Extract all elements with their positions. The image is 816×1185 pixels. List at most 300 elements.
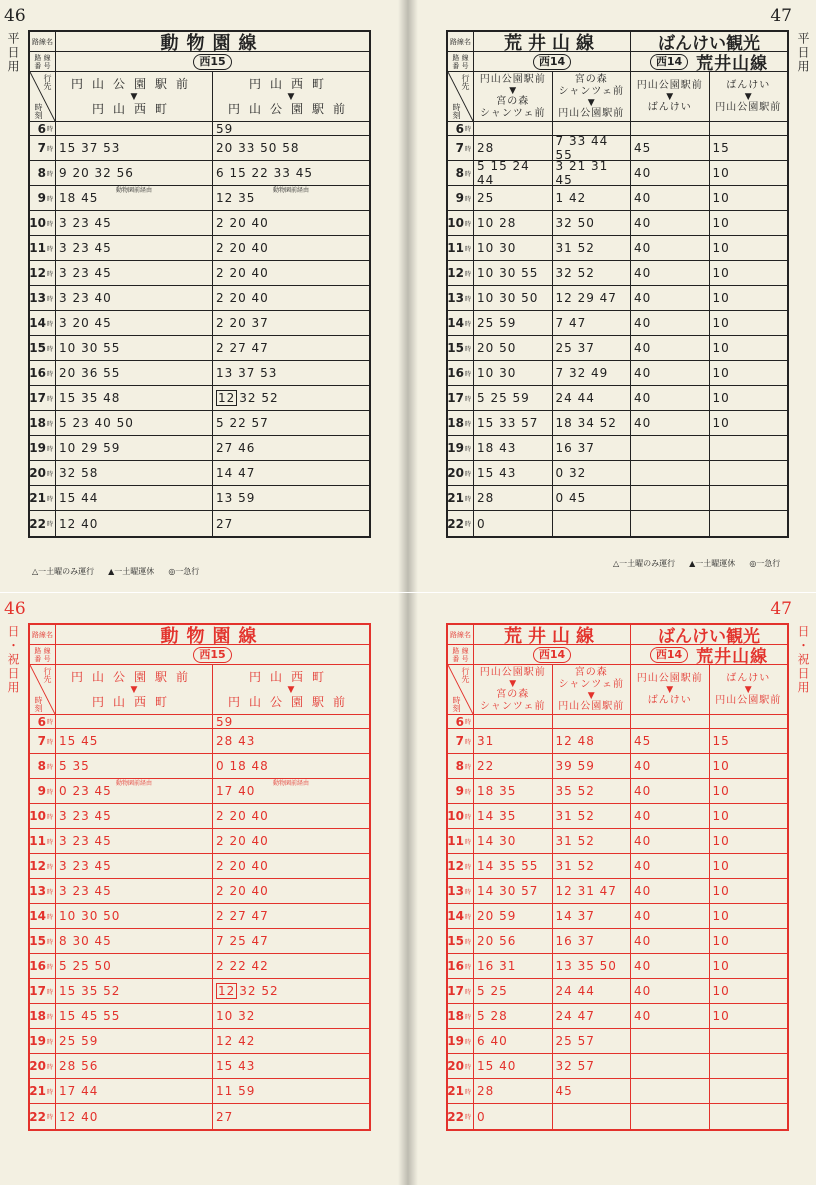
minutes-cell: 45 <box>631 729 710 753</box>
hour-row <box>448 336 787 361</box>
dest-column-4: ばんけい ▼ 円山公園駅前 <box>715 672 782 706</box>
hour-cell: 7 時 <box>448 136 474 160</box>
minutes-cell: 14 47 <box>216 466 256 480</box>
hour-cell: 19 時 <box>448 436 474 460</box>
hour-cell: 8 時 <box>30 161 56 185</box>
hour-cell: 9 時 <box>30 779 56 803</box>
hour-row <box>30 854 369 879</box>
minutes-cell: 40 <box>631 186 710 210</box>
minutes-cell: 5 25 <box>474 979 553 1003</box>
hour-row <box>30 336 369 361</box>
hour-row <box>30 386 369 411</box>
dest-column-3: 円山公園駅前 ▼ ばんけい <box>631 665 710 714</box>
minutes-cell <box>710 122 788 135</box>
minutes-cell: 40 <box>631 286 710 310</box>
hour-row <box>30 879 369 904</box>
minutes-cell: 10 32 <box>216 1009 256 1023</box>
hour-cell: 13 時 <box>30 879 56 903</box>
minutes-cell: 5 25 59 <box>474 386 553 410</box>
minutes-cell: 10 <box>712 984 730 998</box>
hour-row <box>448 879 787 904</box>
minutes-cell: 40 <box>631 854 710 878</box>
minutes-cell: 10 30 <box>474 361 553 385</box>
hour-cell: 20 時 <box>30 461 56 485</box>
destination-header: 行先 時刻 円山公園駅前 ▼ 円山西町 円山西町 ▼ 円山公園駅前 <box>30 72 369 122</box>
hour-cell: 11 時 <box>448 829 474 853</box>
minutes-cell: 13 35 50 <box>553 954 632 978</box>
minutes-cell: 12 40 <box>56 1104 213 1129</box>
hour-row <box>30 1004 369 1029</box>
hour-cell: 11 時 <box>30 236 56 260</box>
minutes-cell: 10 <box>712 216 730 230</box>
route-badge-2: 西14 <box>650 54 688 70</box>
minutes-cell <box>710 1029 788 1053</box>
minutes-cell: 40 <box>631 929 710 953</box>
route-badge: 西14 <box>533 647 571 663</box>
minutes-cell: 10 <box>712 416 730 430</box>
minutes-cell <box>710 511 788 536</box>
hour-row <box>30 436 369 461</box>
minutes-cell: 10 <box>712 784 730 798</box>
hour-row <box>448 186 787 211</box>
minutes-cell: 5 28 <box>474 1004 553 1028</box>
minutes-cell: 31 52 <box>553 236 632 260</box>
hour-cell: 19 時 <box>30 436 56 460</box>
minutes-cell: 0 23 45 動物園前経由 <box>56 779 213 803</box>
route-note: 動物園前経由 <box>116 780 153 787</box>
minutes-cell: 15 <box>712 734 730 748</box>
line-name: 動物園線 <box>160 32 265 54</box>
route-number-label: 路 線 番 号 <box>30 645 56 664</box>
minutes-cell: 2 20 37 <box>216 316 269 330</box>
hour-row <box>448 486 787 511</box>
minutes-cell: 28 <box>474 486 553 510</box>
minutes-cell: 10 <box>712 909 730 923</box>
minutes-cell: 3 21 31 45 <box>553 161 632 185</box>
weekday-label: 平日用 <box>796 32 810 74</box>
minutes-cell: 10 29 59 <box>56 436 213 460</box>
minutes-cell: 45 <box>631 136 710 160</box>
minutes-cell: 10 <box>712 291 730 305</box>
minutes-cell: 15 33 57 <box>474 411 553 435</box>
minutes-cell: 20 56 <box>474 929 553 953</box>
destination-header: 行先 時刻 円山公園駅前 ▼ 宮の森 シャンツェ前 宮の森 シャンツェ前 ▼ 円山公園駅前 円山公園駅前 ▼ ばんけい ばんけい ▼ 円山公園駅前 <box>448 665 787 715</box>
hour-cell: 18 時 <box>30 411 56 435</box>
minutes-cell: 5 15 24 44 <box>474 161 553 185</box>
minutes-cell: 10 <box>712 266 730 280</box>
minutes-cell: 31 <box>474 729 553 753</box>
dest-column-1: 円山公園駅前 ▼ 円山西町 <box>56 72 213 121</box>
minutes-cell: 39 59 <box>553 754 632 778</box>
minutes-cell: 3 23 45 <box>56 879 213 903</box>
hour-row <box>448 729 787 754</box>
hour-row <box>448 904 787 929</box>
hour-cell: 18 時 <box>30 1004 56 1028</box>
minutes-cell: 10 <box>712 884 730 898</box>
hour-cell: 21 時 <box>30 486 56 510</box>
page-number: 47 <box>770 599 792 619</box>
minutes-cell: 5 25 50 <box>56 954 213 978</box>
holiday-label: 日・祝日用 <box>796 625 810 695</box>
hour-rows <box>448 715 787 1129</box>
minutes-cell <box>710 1079 788 1103</box>
route-number-label: 路 線 番 号 <box>30 52 56 71</box>
hour-rows <box>448 122 787 536</box>
minutes-cell: 40 <box>631 211 710 235</box>
minutes-cell: 2 20 40 <box>216 809 269 823</box>
minutes-cell: 3 23 45 <box>56 829 213 853</box>
minutes-cell: 31 52 <box>553 854 632 878</box>
line-name-2: ばんけい観光 <box>658 627 760 647</box>
hour-cell: 15 時 <box>30 336 56 360</box>
hour-cell: 18 時 <box>448 411 474 435</box>
hour-cell: 19 時 <box>448 1029 474 1053</box>
minutes-cell: 14 35 <box>474 804 553 828</box>
minutes-cell: 1 42 <box>553 186 632 210</box>
minutes-cell: 12 35 動物園前経由 <box>216 187 310 205</box>
minutes-cell: 16 37 <box>553 436 632 460</box>
minutes-cell: 28 <box>474 136 553 160</box>
minutes-cell <box>631 122 710 135</box>
minutes-cell: 10 30 50 <box>474 286 553 310</box>
hour-row <box>448 1004 787 1029</box>
minutes-cell: 40 <box>631 829 710 853</box>
hour-row <box>448 411 787 436</box>
route-number-label: 路 線 番 号 <box>448 52 474 71</box>
minutes-cell: 32 52 <box>553 261 632 285</box>
hour-cell: 21 時 <box>448 1079 474 1103</box>
minutes-cell: 3 23 45 <box>56 236 213 260</box>
minutes-cell: 6 40 <box>474 1029 553 1053</box>
hour-cell: 7 時 <box>30 729 56 753</box>
hour-cell: 21 時 <box>448 486 474 510</box>
minutes-cell: 17 40 動物園前経由 <box>216 780 310 798</box>
hour-row <box>30 1054 369 1079</box>
page-46-holiday <box>0 593 408 1185</box>
page-47-weekday <box>408 0 816 592</box>
hour-row <box>30 211 369 236</box>
hour-cell: 16 時 <box>448 361 474 385</box>
minutes-cell: 12 31 47 <box>553 879 632 903</box>
minutes-cell: 9 20 32 56 <box>56 161 213 185</box>
minutes-cell <box>631 715 710 728</box>
hour-row <box>448 436 787 461</box>
gutter-shadow <box>408 0 418 592</box>
minutes-cell: 59 <box>216 714 234 729</box>
hour-row <box>30 979 369 1004</box>
minutes-cell: 0 <box>474 1104 553 1129</box>
dest-column-2: 円山西町 ▼ 円山公園駅前 <box>227 669 354 709</box>
hour-row <box>30 715 369 729</box>
hour-row <box>448 979 787 1004</box>
minutes-cell: 45 <box>553 1079 632 1103</box>
minutes-cell: 20 36 55 <box>56 361 213 385</box>
line-name: 動物園線 <box>160 625 265 647</box>
hour-row <box>30 122 369 136</box>
minutes-cell: 15 35 48 <box>56 386 213 410</box>
minutes-cell: 40 <box>631 954 710 978</box>
route-label: 路線名 <box>30 32 56 51</box>
minutes-cell: 10 30 <box>474 236 553 260</box>
minutes-cell <box>631 1054 710 1078</box>
hour-cell: 20 時 <box>30 1054 56 1078</box>
hour-row <box>448 929 787 954</box>
hour-row <box>30 829 369 854</box>
hour-row <box>30 1029 369 1054</box>
minutes-cell: 3 20 45 <box>56 311 213 335</box>
minutes-cell: 2 20 40 <box>216 241 269 255</box>
dest-column-2: 宮の森 シャンツェ前 ▼ 円山公園駅前 <box>553 665 632 714</box>
minutes-cell: 10 <box>712 241 730 255</box>
minutes-cell: 24 44 <box>553 979 632 1003</box>
minutes-cell: 25 57 <box>553 1029 632 1053</box>
hour-row <box>30 929 369 954</box>
minutes-cell: 0 18 48 <box>216 759 269 773</box>
hour-cell: 16 時 <box>30 954 56 978</box>
legend: △一土曜のみ運行 ▲一土曜運休 ◎一急行 <box>32 567 200 576</box>
hour-cell: 11 時 <box>448 236 474 260</box>
minutes-cell: 25 59 <box>474 311 553 335</box>
minutes-cell: 25 59 <box>56 1029 213 1053</box>
minutes-cell: 40 <box>631 879 710 903</box>
minutes-cell <box>474 122 553 135</box>
minutes-cell: 35 52 <box>553 779 632 803</box>
hour-row <box>30 904 369 929</box>
hour-cell: 16 時 <box>30 361 56 385</box>
minutes-cell: 32 57 <box>553 1054 632 1078</box>
hour-cell: 22 時 <box>448 1104 474 1129</box>
hour-cell: 15 時 <box>30 929 56 953</box>
hour-row <box>30 954 369 979</box>
minutes-cell: 10 <box>712 859 730 873</box>
hour-cell: 11 時 <box>30 829 56 853</box>
weekday-label: 平日用 <box>6 32 20 74</box>
hour-row <box>448 854 787 879</box>
hour-cell: 6 時 <box>448 122 474 135</box>
minutes-cell: 18 34 52 <box>553 411 632 435</box>
minutes-cell: 0 <box>474 511 553 536</box>
minutes-cell: 31 52 <box>553 829 632 853</box>
minutes-cell <box>56 122 213 135</box>
hour-cell: 14 時 <box>448 904 474 928</box>
minutes-cell: 15 43 <box>216 1059 256 1073</box>
minutes-cell: 27 46 <box>216 441 256 455</box>
minutes-cell: 2 22 42 <box>216 959 269 973</box>
minutes-cell: 3 23 40 <box>56 286 213 310</box>
minutes-cell: 17 44 <box>56 1079 213 1103</box>
hour-cell: 15 時 <box>448 929 474 953</box>
minutes-cell <box>710 486 788 510</box>
hour-row <box>30 411 369 436</box>
hour-cell: 8 時 <box>30 754 56 778</box>
minutes-cell: 2 27 47 <box>216 909 269 923</box>
minutes-cell: 32 50 <box>553 211 632 235</box>
gutter-shadow <box>398 593 408 1185</box>
hour-cell: 7 時 <box>448 729 474 753</box>
minutes-cell: 3 23 45 <box>56 211 213 235</box>
hour-row <box>30 486 369 511</box>
minutes-cell: 27 <box>216 516 234 531</box>
page-46-weekday <box>0 0 408 592</box>
hour-row <box>448 754 787 779</box>
minutes-cell: 12 32 52 <box>218 391 279 405</box>
hour-cell: 9 時 <box>448 186 474 210</box>
minutes-cell: 10 30 55 <box>56 336 213 360</box>
route-badge-2: 西14 <box>650 647 688 663</box>
minutes-cell: 40 <box>631 754 710 778</box>
minutes-cell: 25 37 <box>553 336 632 360</box>
hour-cell: 22 時 <box>30 1104 56 1129</box>
minutes-cell: 2 20 40 <box>216 291 269 305</box>
hour-row <box>30 186 369 211</box>
minutes-cell <box>631 436 710 460</box>
hour-row <box>30 286 369 311</box>
minutes-cell: 0 45 <box>553 486 632 510</box>
dest-column-1: 円山公園駅前 ▼ 宮の森 シャンツェ前 <box>474 665 553 714</box>
destination-header: 行先 時刻 円山公園駅前 ▼ 宮の森 シャンツェ前 宮の森 シャンツェ前 ▼ 円山公園駅前 円山公園駅前 ▼ ばんけい ばんけい ▼ 円山公園駅前 <box>448 72 787 122</box>
hour-cell: 9 時 <box>30 186 56 210</box>
minutes-cell: 7 33 44 55 <box>553 136 632 160</box>
line-name: 荒井山線 <box>474 625 631 644</box>
hour-row <box>448 461 787 486</box>
minutes-cell: 40 <box>631 979 710 1003</box>
minutes-cell: 25 <box>474 186 553 210</box>
hour-row <box>448 1104 787 1129</box>
minutes-cell <box>631 461 710 485</box>
minutes-cell: 12 29 47 <box>553 286 632 310</box>
minutes-cell: 18 45 動物園前経由 <box>56 186 213 210</box>
destination-header: 行先 時刻 円山公園駅前 ▼ 円山西町 円山西町 ▼ 円山公園駅前 <box>30 665 369 715</box>
dest-column-4: ばんけい ▼ 円山公園駅前 <box>715 79 782 113</box>
hour-cell: 20 時 <box>448 1054 474 1078</box>
hour-row <box>30 361 369 386</box>
minutes-cell: 10 <box>712 166 730 180</box>
hour-cell: 6 時 <box>448 715 474 728</box>
route-label: 路線名 <box>30 625 56 644</box>
dest-column-2: 円山西町 ▼ 円山公園駅前 <box>227 76 354 116</box>
minutes-cell: 14 37 <box>553 904 632 928</box>
boxed-minute: 12 <box>218 984 236 998</box>
hour-row <box>448 311 787 336</box>
hour-cell: 22 時 <box>30 511 56 536</box>
hour-row <box>448 1029 787 1054</box>
route-note: 動物園前経由 <box>273 187 310 194</box>
minutes-cell: 31 52 <box>553 804 632 828</box>
dest-column-1: 円山公園駅前 ▼ 宮の森 シャンツェ前 <box>474 72 553 121</box>
minutes-cell <box>553 1104 632 1129</box>
hour-cell: 19 時 <box>30 1029 56 1053</box>
route-badge: 西15 <box>193 647 231 663</box>
hour-cell: 12 時 <box>448 854 474 878</box>
minutes-cell: 28 43 <box>216 734 256 748</box>
minutes-cell: 40 <box>631 236 710 260</box>
hour-cell: 8 時 <box>448 161 474 185</box>
minutes-cell <box>553 511 632 536</box>
minutes-cell: 27 <box>216 1109 234 1124</box>
minutes-cell: 32 58 <box>56 461 213 485</box>
timetable: 路線名 荒井山線 ばんけい観光 路 線 番 号 西14 西14 荒井山線 行先 時刻 円山公園駅前 ▼ 宮の森 シャンツェ前 宮の森 シャンツェ前 ▼ 円山公園駅前 円山公園駅前 ▼ ばんけい ばんけい ▼ 円山公園駅前 6 時 7 時 28 7 33 44 55 45 15 8 時 5 15 24 44 3 21 31 45 40 10 9 時 25 1 42 40 10 10 時 10 28 32 50 40 10 11 時 10 30 31 52 40 10 12 時 10 30 55 32 52 40 10 13 時 10 30 50 12 29 47 40 10 14 時 25 59 7 47 40 10 15 時 20 50 25 37 40 10 16 時 10 30 7 32 49 40 10 17 時 5 25 59 24 44 40 10 18 時 15 33 57 18 34 52 40 10 19 時 18 43 16 37 20 時 15 43 0 32 21 時 28 0 45 22 時 0 <box>446 30 789 538</box>
minutes-cell: 12 42 <box>216 1034 256 1048</box>
hour-rows <box>30 122 369 536</box>
minutes-cell: 40 <box>631 411 710 435</box>
hour-row <box>30 729 369 754</box>
hour-cell: 12 時 <box>30 854 56 878</box>
minutes-cell: 2 20 40 <box>216 859 269 873</box>
hour-row <box>30 311 369 336</box>
hour-cell: 22 時 <box>448 511 474 536</box>
minutes-cell: 28 <box>474 1079 553 1103</box>
hour-cell: 21 時 <box>30 1079 56 1103</box>
minutes-cell: 10 <box>712 316 730 330</box>
hour-cell: 14 時 <box>448 311 474 335</box>
dest-column-3: 円山公園駅前 ▼ ばんけい <box>631 72 710 121</box>
hour-row <box>448 1079 787 1104</box>
page-47-holiday <box>408 593 816 1185</box>
hour-row <box>448 361 787 386</box>
route-label: 路線名 <box>448 625 474 644</box>
hour-row <box>30 804 369 829</box>
minutes-cell: 13 59 <box>216 491 256 505</box>
page-number: 46 <box>4 599 26 619</box>
minutes-cell: 10 <box>712 1009 730 1023</box>
minutes-cell: 16 31 <box>474 954 553 978</box>
hour-rows <box>30 715 369 1129</box>
minutes-cell: 2 20 40 <box>216 266 269 280</box>
minutes-cell: 24 44 <box>553 386 632 410</box>
minutes-cell: 3 23 45 <box>56 261 213 285</box>
minutes-cell: 40 <box>631 1004 710 1028</box>
minutes-cell <box>56 715 213 728</box>
hour-cell: 18 時 <box>448 1004 474 1028</box>
minutes-cell <box>631 1104 710 1129</box>
minutes-cell: 10 <box>712 191 730 205</box>
minutes-cell: 40 <box>631 161 710 185</box>
timetable <box>28 623 371 1131</box>
hour-cell: 13 時 <box>448 879 474 903</box>
hour-row <box>448 779 787 804</box>
hour-cell: 9 時 <box>448 779 474 803</box>
hour-cell: 8 時 <box>448 754 474 778</box>
hour-cell: 12 時 <box>448 261 474 285</box>
minutes-cell: 5 22 57 <box>216 416 269 430</box>
minutes-cell: 40 <box>631 311 710 335</box>
dest-column-2: 宮の森 シャンツェ前 ▼ 円山公園駅前 <box>553 72 632 121</box>
minutes-cell: 10 <box>712 366 730 380</box>
hour-cell: 7 時 <box>30 136 56 160</box>
line-name-2: ばんけい観光 <box>658 34 760 54</box>
route-badge: 西14 <box>533 54 571 70</box>
minutes-cell: 15 45 <box>56 729 213 753</box>
minutes-cell: 15 43 <box>474 461 553 485</box>
hour-cell: 14 時 <box>30 311 56 335</box>
hour-row <box>30 779 369 804</box>
page-number: 47 <box>770 6 792 26</box>
minutes-cell: 59 <box>216 121 234 136</box>
hour-row <box>30 1104 369 1129</box>
minutes-cell: 11 59 <box>216 1084 256 1098</box>
minutes-cell: 10 <box>712 391 730 405</box>
minutes-cell: 14 30 57 <box>474 879 553 903</box>
hour-row <box>30 161 369 186</box>
minutes-cell: 3 23 45 <box>56 854 213 878</box>
minutes-cell: 15 37 53 <box>56 136 213 160</box>
route-note: 動物園前経由 <box>116 187 153 194</box>
hour-cell: 20 時 <box>448 461 474 485</box>
minutes-cell: 2 20 40 <box>216 884 269 898</box>
minutes-cell <box>631 486 710 510</box>
minutes-cell <box>710 461 788 485</box>
minutes-cell: 20 33 50 58 <box>216 141 300 155</box>
